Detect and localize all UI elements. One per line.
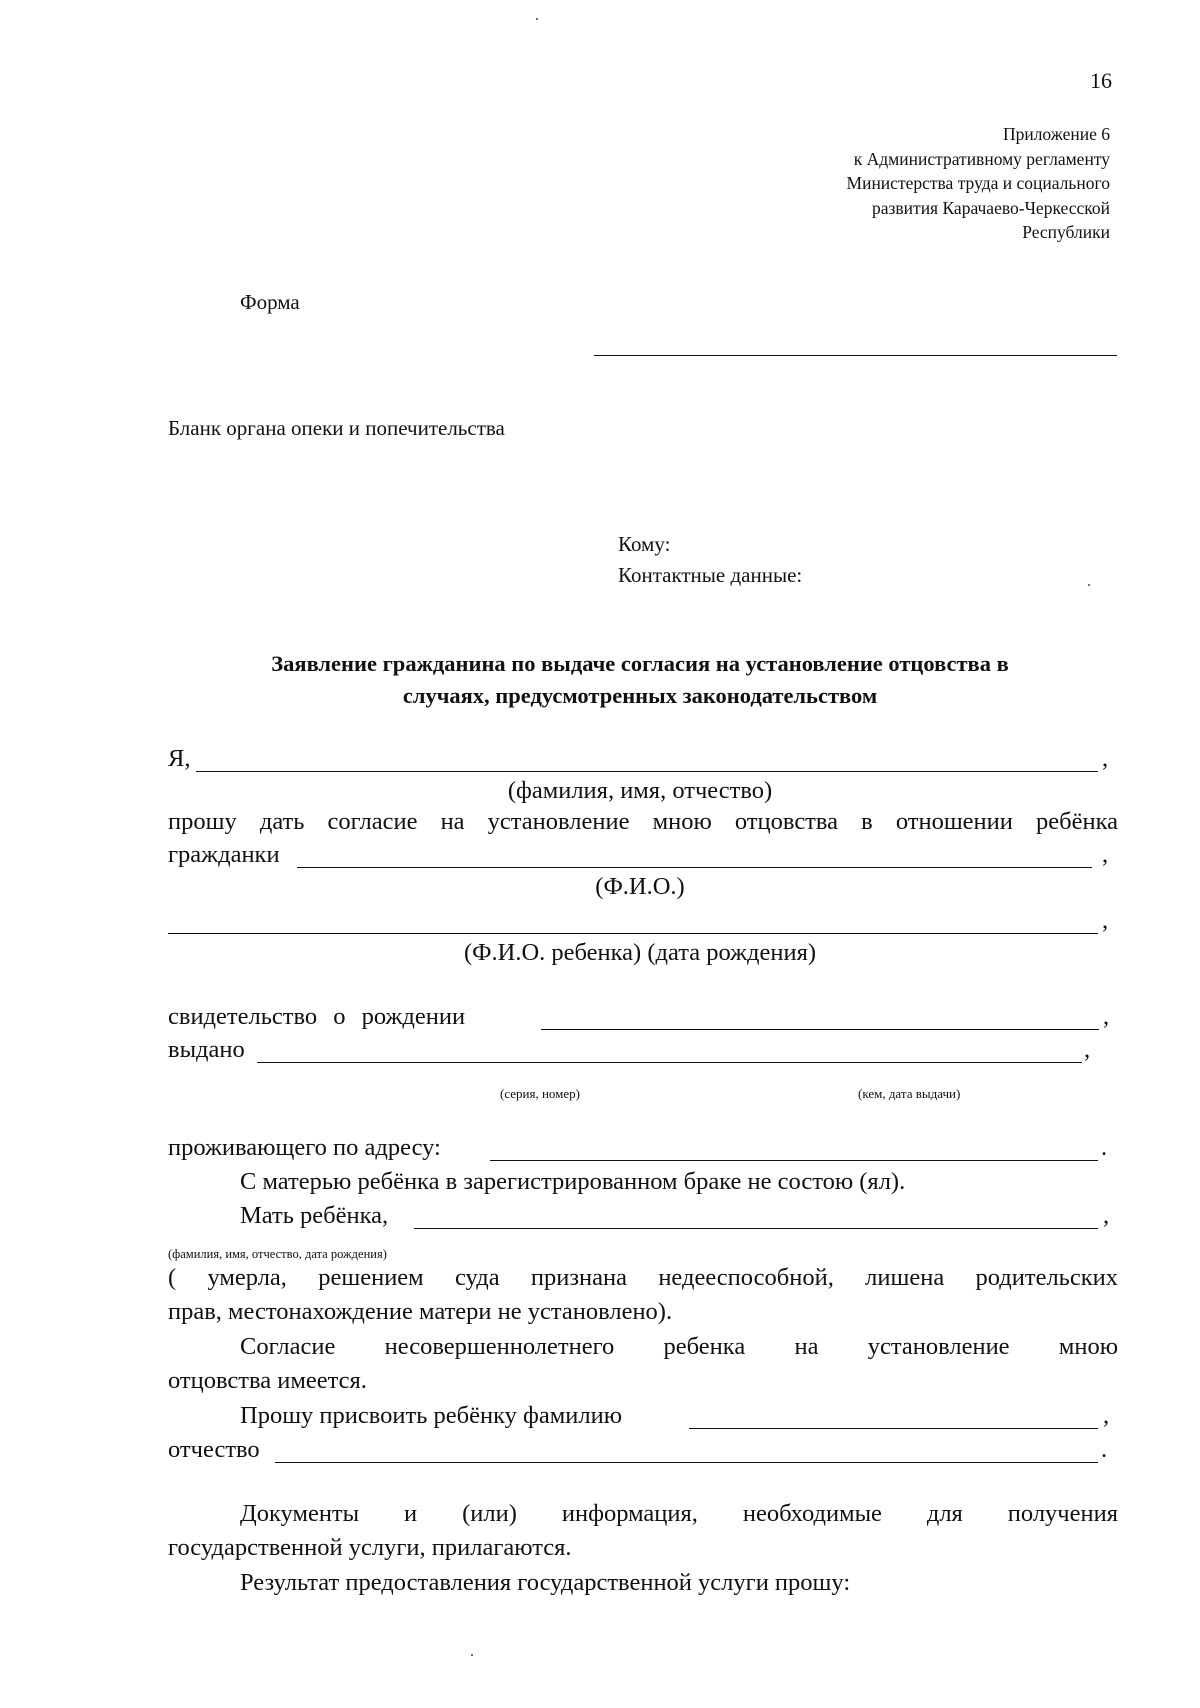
residing-label: проживающего по адресу: [168, 1134, 441, 1161]
page-number: 16 [1090, 68, 1112, 93]
applicant-name-field[interactable] [196, 771, 1098, 772]
by-whom-caption: (кем, дата выдачи) [858, 1086, 961, 1101]
result-line: Результат предоставления государственной услуги прошу: [240, 1569, 851, 1596]
mother-caption: (фамилия, имя, отчество, дата рождения) [168, 1247, 387, 1261]
consent-line: Согласие несовершеннолетнего ребенка на установление мною [240, 1333, 1118, 1360]
fio-short-caption: (Ф.И.О.) [595, 873, 685, 900]
to-label: Кому: [618, 532, 671, 556]
fio-caption: (фамилия, имя, отчество) [507, 777, 773, 804]
patronymic-label: отчество [168, 1436, 260, 1463]
consent-line: отцовства имеется. [168, 1367, 367, 1394]
contacts-label: Контактные данные: [618, 563, 803, 587]
mother-label: Мать ребёнка, [240, 1202, 389, 1229]
title-line: случаях, предусмотренных законодательством [402, 683, 878, 708]
comma: , [1103, 1202, 1110, 1229]
citizen-label: гражданки [168, 841, 280, 868]
child-caption: (Ф.И.О. ребенка) (дата рождения) [463, 939, 817, 966]
scan-speck [1088, 584, 1090, 586]
mother-details-field[interactable] [414, 1228, 1098, 1229]
annex-header [750, 122, 1110, 245]
child-patronymic-field[interactable] [275, 1462, 1098, 1463]
period: . [1101, 1134, 1108, 1161]
document-title [160, 648, 1120, 712]
surname-request-label: Прошу присвоить ребёнку фамилию [240, 1402, 623, 1429]
annex-line: Приложение 6 [1002, 124, 1110, 144]
comma: , [1102, 841, 1109, 868]
comma: , [1102, 745, 1109, 772]
status-line: ( умерла, решением суда признана недееспособной, лишена родительских [168, 1264, 1118, 1291]
status-line: прав, местонахождение матери не установлено). [168, 1298, 673, 1325]
comma: , [1102, 907, 1109, 934]
annex-line: к Административному регламенту [853, 148, 1110, 169]
authority-blank-label: Бланк органа опеки и попечительства [168, 416, 505, 440]
child-surname-field[interactable] [689, 1428, 1098, 1429]
mother-name-field[interactable] [297, 867, 1092, 868]
documents-line: государственной услуги, прилагаются. [168, 1534, 572, 1561]
birth-cert-field[interactable] [541, 1029, 1099, 1030]
form-label: Форма [240, 290, 300, 314]
annex-line: развития Карачаево-Черкесской [871, 197, 1110, 218]
period: . [1101, 1436, 1108, 1463]
not-married-line: С матерью ребёнка в зарегистрированном браке не состою (ял). [240, 1168, 906, 1195]
address-field[interactable] [490, 1160, 1098, 1161]
comma: , [1084, 1036, 1091, 1063]
annex-line: Республики [1022, 222, 1110, 242]
birth-cert-label: свидетельство о рождении [168, 1003, 466, 1030]
header-rule [594, 355, 1117, 356]
issued-field[interactable] [257, 1062, 1082, 1063]
annex-line: Министерства труда и социального [846, 173, 1110, 193]
addressee-block [618, 529, 802, 591]
scan-speck [471, 1654, 473, 1656]
ya-label: Я, [168, 745, 191, 772]
series-caption: (серия, номер) [500, 1086, 580, 1101]
comma: , [1103, 1402, 1110, 1429]
issued-label: выдано [168, 1036, 245, 1063]
title-line: Заявление гражданина по выдаче согласия на установление отцовства в [271, 651, 1009, 676]
comma: , [1103, 1003, 1110, 1030]
request-line: прошу дать согласие на установление мною отцовства в отношении ребёнка [168, 808, 1118, 835]
child-name-birthdate-field[interactable] [168, 933, 1098, 934]
documents-line: Документы и (или) информация, необходимые для получения [240, 1500, 1118, 1527]
scan-speck [536, 18, 538, 20]
